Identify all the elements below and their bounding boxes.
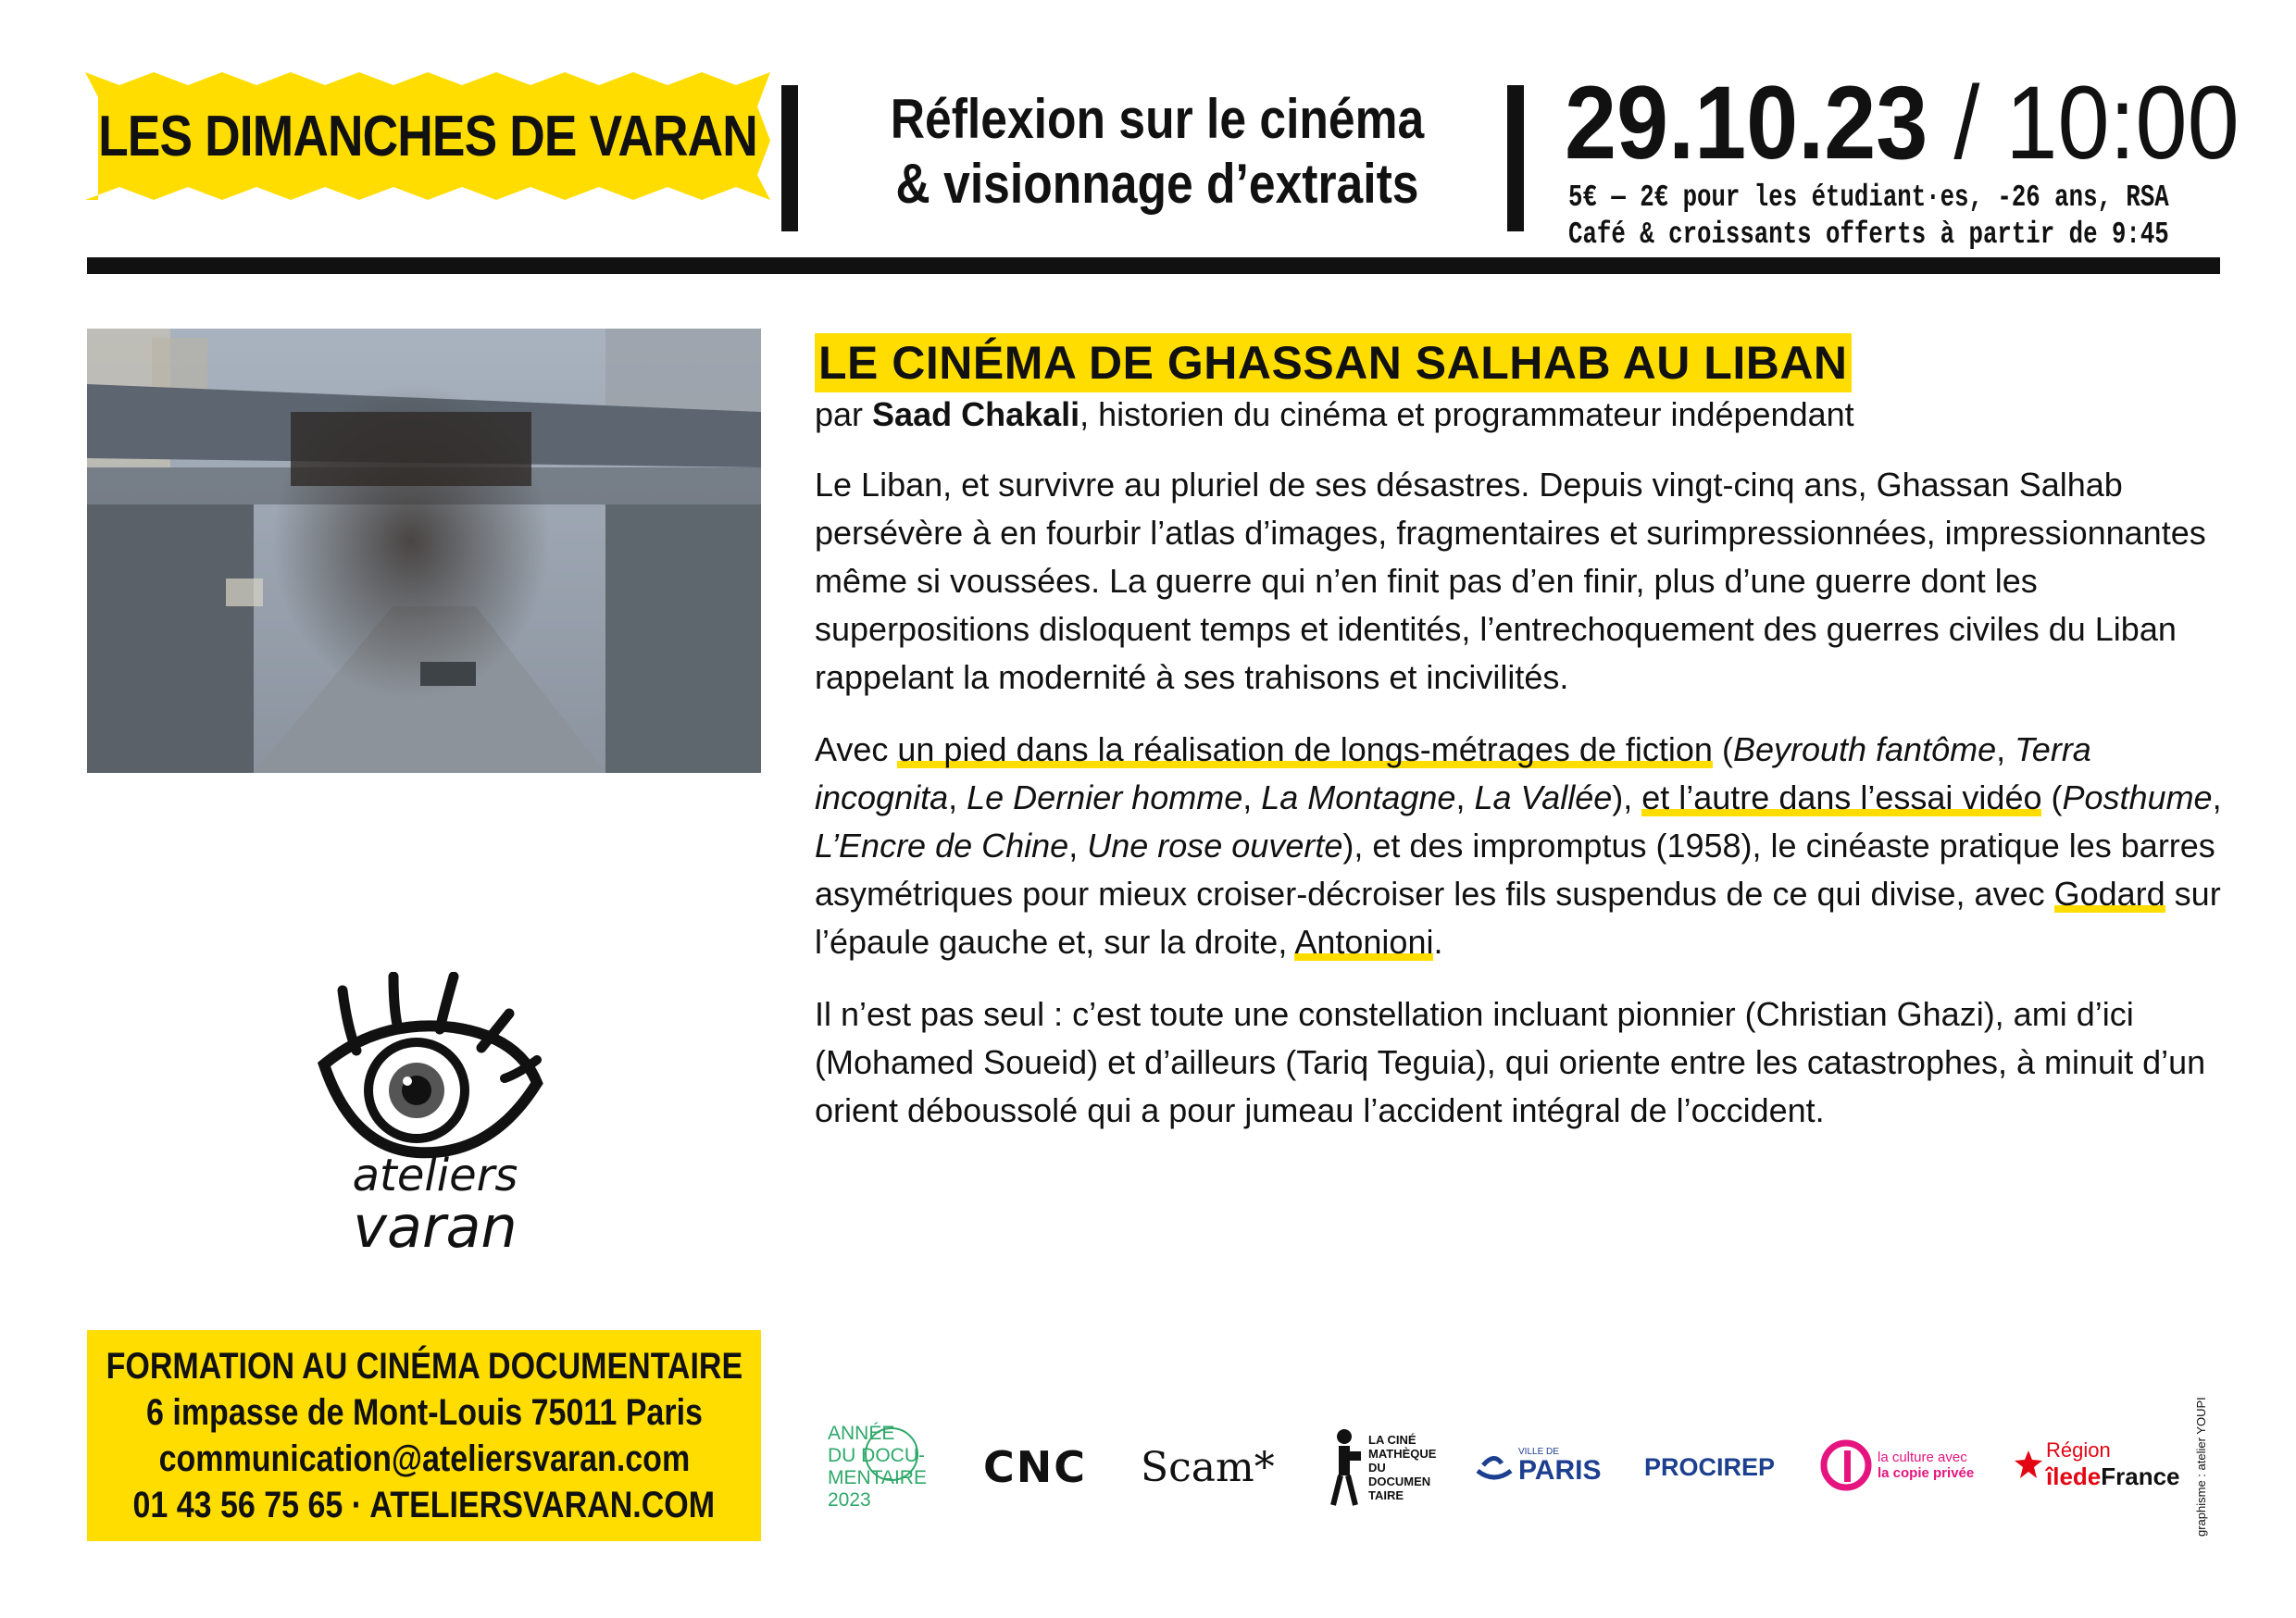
annee-documentaire-logo xyxy=(828,1407,948,1527)
tagline-line-1: Réflexion sur le cinéma xyxy=(890,88,1425,150)
film-title: L’Encre de Chine xyxy=(815,827,1069,865)
event-date: 29.10.23 xyxy=(1565,65,1928,180)
contact-box xyxy=(87,1330,761,1541)
paragraph-text: , xyxy=(1996,730,2015,768)
paris-text: PARIS xyxy=(1518,1454,1602,1486)
breakfast-info: Café & croissants offerts à partir de 9:45 xyxy=(1568,218,2169,252)
paragraph-text: . xyxy=(1433,923,1443,961)
paragraph-text: Avec xyxy=(815,730,898,768)
procirep-logo: PROCIREP xyxy=(1644,1452,1776,1481)
contact-line-formation: FORMATION AU CINÉMA DOCUMENTAIRE xyxy=(106,1346,742,1387)
design-credit xyxy=(2194,1388,2222,1537)
brand-title: LES DIMANCHES DE VARAN xyxy=(98,104,757,168)
film-title: La Montagne xyxy=(1261,778,1456,816)
cinematheque-line-1: LA CINÉ xyxy=(1368,1432,1416,1447)
byline-suffix: , historien du cinéma et programmateur indépendant xyxy=(1079,395,1854,433)
cinematheque-logo xyxy=(1326,1416,1436,1518)
copie-line-2: la copie privée xyxy=(1878,1465,1975,1481)
highlighted-phrase: Godard xyxy=(2053,875,2165,913)
film-still-image xyxy=(87,329,761,773)
article-paragraph-2 xyxy=(815,726,2222,966)
paragraph-text: sur l’épaule gauche et, sur la droite, xyxy=(815,875,2221,961)
header-divider-left xyxy=(781,85,798,231)
event-datetime xyxy=(1565,65,2240,180)
annee-line-2: DU DOCU- xyxy=(828,1445,925,1466)
contact-email: communication@ateliersvaran.com xyxy=(158,1438,690,1479)
paragraph-text: , xyxy=(2212,778,2222,816)
region-ile-de-france-logo xyxy=(2015,1427,2180,1501)
highlighted-phrase: et l’autre dans l’essai vidéo xyxy=(1641,778,2042,816)
byline-prefix: par xyxy=(815,395,873,433)
paris-small-text: VILLE DE xyxy=(1518,1446,1559,1457)
event-info xyxy=(1568,180,2169,254)
copie-privee-icon xyxy=(1820,1439,1872,1491)
paragraph-text: ), et des impromptus (1958), le cinéaste pratique les barres asymétriques pour mieux croiser-décroiser les fils suspendus de ce qui divise, avec xyxy=(815,827,2215,913)
header-rule xyxy=(87,257,2220,274)
film-title: Le Dernier homme xyxy=(967,778,1243,816)
tagline xyxy=(879,87,1436,217)
annee-line-3: MENTAIRE xyxy=(828,1467,927,1488)
film-title: Terra incognita xyxy=(815,730,2091,816)
design-credit-text: graphisme : atelier YOUPI xyxy=(2194,1397,2208,1537)
paragraph-text: , xyxy=(1455,778,1475,816)
annee-line-1: ANNÉE xyxy=(828,1423,895,1444)
logo-text-ateliers: ateliers xyxy=(352,1150,518,1201)
event-time: 10:00 xyxy=(2005,65,2240,180)
scam-logo: Scam* xyxy=(1141,1443,1275,1491)
annee-circle-icon xyxy=(865,1427,918,1481)
date-time-separator: / xyxy=(1953,65,1980,180)
region-france: France xyxy=(2101,1462,2180,1490)
ateliers-varan-logo xyxy=(306,972,565,1268)
annee-line-4: 2023 xyxy=(828,1489,871,1511)
paragraph-text: ), xyxy=(1612,778,1642,816)
paragraph-text: ( xyxy=(2041,778,2063,816)
cinematheque-line-3: DU xyxy=(1368,1460,1386,1475)
paris-ship-icon xyxy=(1474,1445,1515,1486)
article-paragraph-1: Le Liban, et survivre au pluriel de ses désastres. Depuis vingt-cinq ans, Ghassan Salhab persévère à en fourbir l’atlas d’images, fragmentaires et surimpressionnées, impressionnantes même si voussées. La guerre qui n’en finit pas d’en finir, plus d’une guerre dont les superpositions disloquent temps et identités, l’entrechoquement des guerres civiles du Liban rappelant la modernité à ses trahisons et incivilités. xyxy=(815,466,2206,696)
region-star-icon xyxy=(2015,1450,2042,1478)
article-title: LE CINÉMA DE GHASSAN SALHAB AU LIBAN xyxy=(815,333,1852,392)
film-title: Une rose ouverte xyxy=(1087,827,1343,865)
tagline-line-2: & visionnage d’extraits xyxy=(895,153,1419,215)
region-ile: îlede xyxy=(2046,1462,2102,1490)
brand-banner xyxy=(85,72,770,200)
cnc-logo: CNC xyxy=(983,1442,1088,1492)
copie-line-1: la culture avec xyxy=(1878,1450,1967,1465)
contact-phone-website: 01 43 56 75 65 · ATELIERSVARAN.COM xyxy=(132,1485,716,1525)
partner-logos xyxy=(820,1407,2190,1527)
cinematheque-line-5: TAIRE xyxy=(1368,1487,1404,1502)
paragraph-text: , xyxy=(948,778,967,816)
article-byline xyxy=(815,392,2222,437)
copie-privee-logo xyxy=(1820,1433,1974,1498)
logo-text-varan: varan xyxy=(353,1193,518,1261)
paris-logo xyxy=(1474,1433,1601,1498)
header-divider-right xyxy=(1507,85,1524,231)
cinematheque-line-4: DOCUMEN xyxy=(1368,1474,1431,1488)
article xyxy=(815,333,2222,1135)
price-info: 5€ — 2€ pour les étudiant·es, -26 ans, RSA xyxy=(1568,180,2169,215)
paragraph-text: , xyxy=(1068,827,1088,865)
film-still-illustration xyxy=(87,329,761,773)
paragraph-text: ( xyxy=(1712,730,1733,768)
filmmaker-figure-icon xyxy=(1326,1425,1363,1509)
highlighted-phrase: Antonioni xyxy=(1294,923,1434,961)
author-name: Saad Chakali xyxy=(872,395,1080,433)
paragraph-text: , xyxy=(1242,778,1262,816)
contact-address: 6 impasse de Mont-Louis 75011 Paris xyxy=(145,1392,703,1433)
highlighted-phrase: un pied dans la réalisation de longs-métrages de fiction xyxy=(897,730,1713,768)
article-paragraph-3: Il n’est pas seul : c’est toute une constellation incluant pionnier (Christian Ghazi), ami d’ici (Mohamed Soueid) et d’ailleurs (Tariq Teguia), qui oriente entre les catastrophes, à minuit d’un orient déboussolé qui a pour jumeau l’accident intégral de l’occident. xyxy=(815,995,2206,1129)
film-title: La Vallée xyxy=(1474,778,1613,816)
film-title: Posthume xyxy=(2062,778,2213,816)
cinematheque-line-2: MATHÈQUE xyxy=(1368,1446,1437,1461)
region-label: Région xyxy=(2046,1438,2111,1462)
film-title: Beyrouth fantôme xyxy=(1732,730,1997,768)
